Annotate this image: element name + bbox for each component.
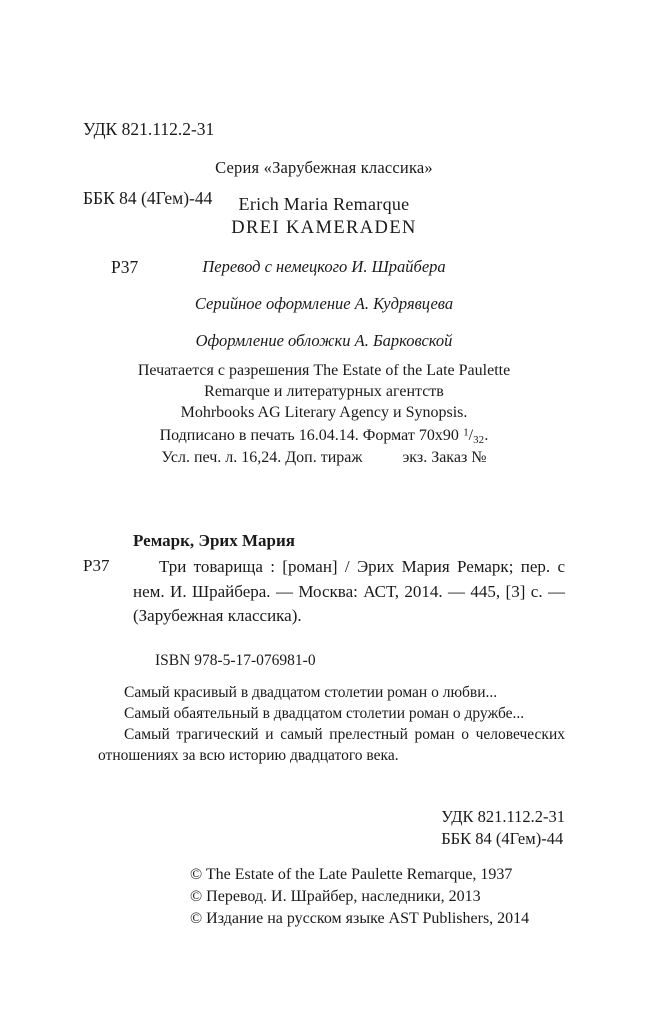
format-fraction [463, 425, 485, 447]
series-line: Серия «Зарубежная классика» [215, 158, 433, 177]
format-slash: / [468, 427, 474, 444]
credit-translation: Перевод с немецкого И. Шрайбера [202, 257, 446, 276]
credit-series-design: Серийное оформление А. Кудрявцева [194, 294, 454, 313]
annotation-block [98, 682, 565, 766]
isbn-line: ISBN 978-5-17-076981-0 [155, 652, 316, 669]
annotation-paragraph-1: Самый красивый в двадцатом столетии роман о любви... [124, 684, 498, 701]
imprint-signed-line [83, 425, 565, 447]
classification-bottom-block [441, 806, 565, 850]
annotation-paragraph-2: Самый обаятельный в двадцатом столетии роман о дружбе... [124, 705, 525, 722]
bib-author-heading: Ремарк, Эрих Мария [133, 531, 295, 550]
imprint-block [83, 425, 565, 469]
bbk-code-top: ББК 84 (4Гем)-44 [83, 188, 213, 208]
copyright-line-1: © The Estate of the Late Paulette Remarque, 1937 [190, 866, 513, 883]
udk-code-bottom: УДК 821.112.2-31 [441, 807, 565, 826]
copyright-line-3: © Издание на русском языке AST Publishers, 2014 [190, 910, 530, 927]
credit-cover-design: Оформление обложки А. Барковской [195, 331, 453, 350]
shelf-mark-top: Р37 [111, 257, 139, 277]
permission-line-1: Печатается с разрешения The Estate of the Late Paulette [137, 362, 511, 379]
format-numerator: 1 [463, 426, 469, 439]
bib-shelf-mark: Р37 [83, 556, 110, 575]
imprint-order-text: экз. Заказ № [402, 449, 487, 466]
format-denominator: 32 [473, 434, 484, 447]
permission-note [83, 360, 565, 423]
udk-code-top: УДК 821.112.2-31 [83, 119, 215, 139]
imprint-signed-text: Подписано в печать 16.04.14. Формат 70x90 [159, 427, 463, 444]
bbk-code-bottom: ББК 84 (4Гем)-44 [441, 829, 564, 848]
format-suffix: . [484, 427, 489, 444]
original-author: Erich Maria Remarque [238, 194, 410, 214]
original-title: DREI KAMERADEN [231, 218, 417, 238]
permission-line-3: Mohrbooks AG Literary Agency и Synopsis. [180, 404, 468, 421]
imprint-print-run-line [83, 447, 565, 469]
imprint-sheets-text: Усл. печ. л. 16,24. Доп. тираж [161, 449, 363, 466]
annotation-paragraph-3: Самый трагический и самый прелестный роман о человеческих отношениях за всю историю двадцатого века. [98, 726, 565, 764]
copyright-line-2: © Перевод. И. Шрайбер, наследники, 2013 [190, 888, 481, 905]
bib-record-text: Три товарища : [роман] / Эрих Мария Ремарк; пер. с нем. И. Шрайбера. — Москва: АСТ, 2014. — 445, [3] с. — (Зарубежная классика). [133, 557, 565, 625]
copyright-block [190, 864, 529, 930]
permission-line-2: Remarque и литературных агентств [204, 383, 444, 400]
